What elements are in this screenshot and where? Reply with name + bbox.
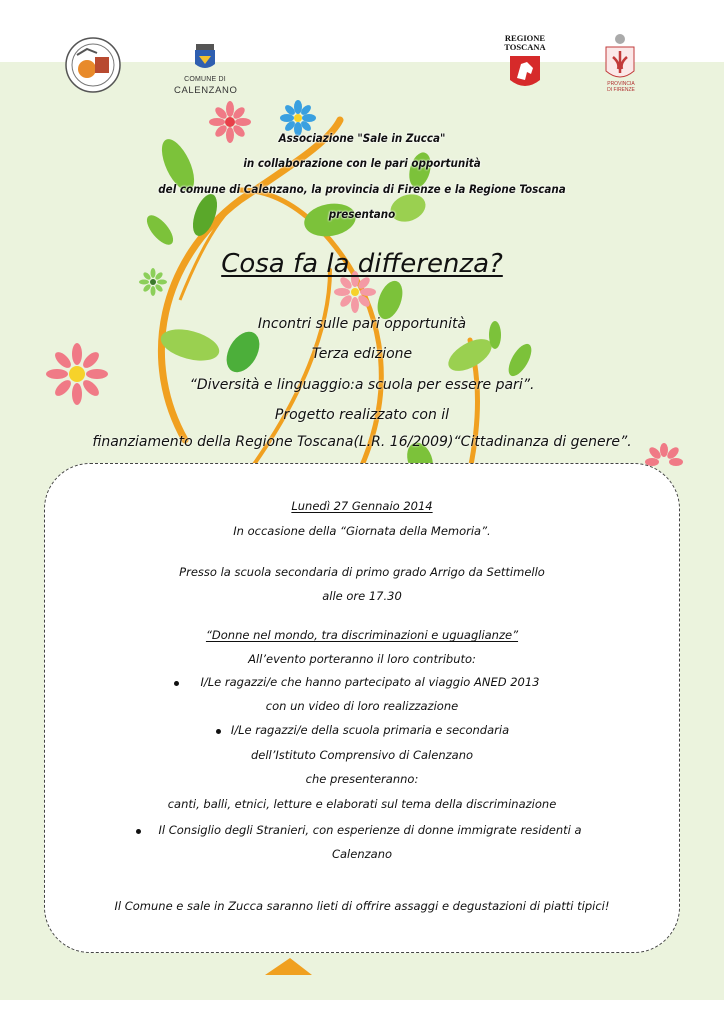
bullet-item-line: Il Consiglio degli Stranieri, con esperienze di donne immigrate residenti a xyxy=(158,823,582,837)
bullet-item-line: dell’Istituto Comprensivo di Calenzano xyxy=(250,748,474,762)
bullet-item-line: canti, balli, etnici, letture e elaborati sul tema della discriminazione xyxy=(167,797,557,811)
event-topic: “Donne nel mondo, tra discriminazioni e uguaglianze” xyxy=(205,628,519,642)
logo-caption: REGIONE xyxy=(504,33,546,43)
page-title: Cosa fa la differenza? xyxy=(221,249,503,279)
event-date: Lunedì 27 Gennaio 2014 xyxy=(291,499,433,513)
header-presents: presentano xyxy=(328,207,396,221)
event-time: alle ore 17.30 xyxy=(322,589,402,603)
logo-caption: PROVINCIA xyxy=(607,81,635,87)
bullet-item-line: Calenzano xyxy=(331,847,393,861)
logo-caption: COMUNE DI xyxy=(184,76,226,83)
subtitle-line: Incontri sulle pari opportunità xyxy=(257,316,467,332)
event-closing: Il Comune e sale in Zucca saranno lieti di offrire assaggi e degustazioni di piatti tipici! xyxy=(114,899,610,913)
logo-caption: DI FIRENZE xyxy=(607,87,635,93)
subtitle-line: “Diversità e linguaggio:a scuola per essere pari”. xyxy=(189,377,535,393)
event-occasion: In occasione della “Giornata della Memoria”. xyxy=(233,524,491,538)
sale-in-zucca-logo-box xyxy=(62,36,124,94)
event-venue: Presso la scuola secondaria di primo grado Arrigo da Settimello xyxy=(179,565,545,579)
regione-toscana-logo xyxy=(499,30,551,98)
header-entities: del comune di Calenzano, la provincia di Firenze e la Regione Toscana xyxy=(158,182,566,196)
header-collaboration: in collaborazione con le pari opportunità xyxy=(243,156,481,170)
subtitle-line: Progetto realizzato con il xyxy=(274,407,450,423)
stem-bottom xyxy=(265,958,312,975)
logo-caption: TOSCANA xyxy=(504,42,546,52)
provincia-firenze-logo xyxy=(592,30,650,100)
header-association: Associazione "Sale in Zucca" xyxy=(278,131,446,145)
subtitle-line: Terza edizione xyxy=(311,346,413,362)
logo-caption: CALENZANO xyxy=(174,85,238,96)
bullet-item-line: I/Le ragazzi/e che hanno partecipato al viaggio ANED 2013 xyxy=(200,675,540,689)
bullet-item-line: con un video di loro realizzazione xyxy=(265,699,459,713)
comune-calenzano-logo xyxy=(174,36,236,98)
event-intro: All’evento porteranno il loro contributo: xyxy=(248,652,476,666)
bullet-item-line: che presenteranno: xyxy=(305,772,419,786)
subtitle-line: finanziamento della Regione Toscana(L.R. 16/2009)“Cittadinanza di genere”. xyxy=(92,434,632,450)
bullet-item-line: I/Le ragazzi/e della scuola primaria e secondaria xyxy=(230,723,510,737)
